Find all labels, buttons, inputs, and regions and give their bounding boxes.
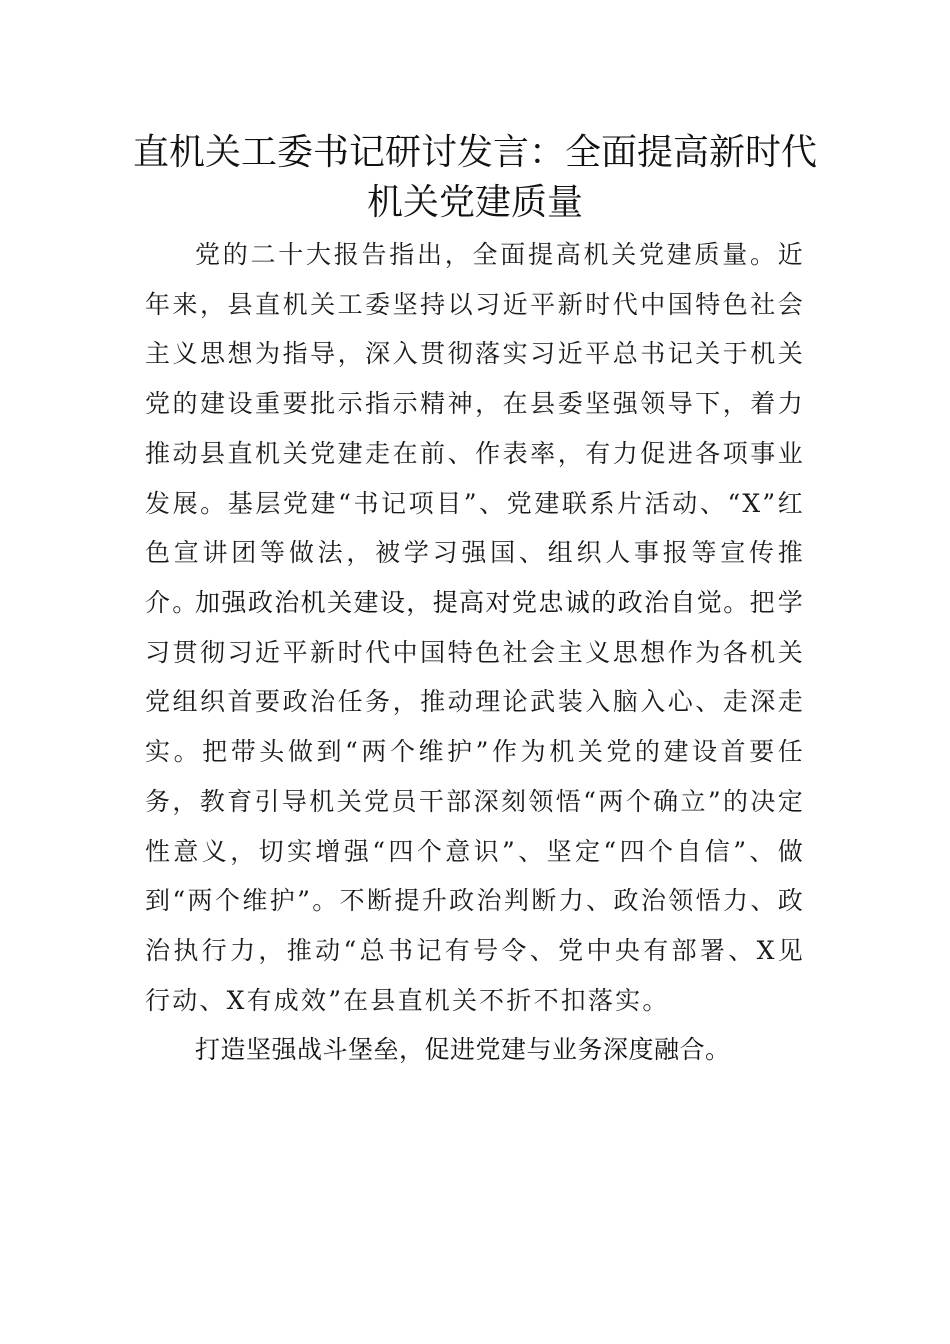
paragraph-political-building-text: 把学习贯彻习近平新时代中国特色社会主义思想作为各机关党组织首要政治任务，推动理论武装入脑入心、走深走实。把带头做到“两个维护”作为机关党的建设首要任务，教育引导机关党员干部深刻领悟“两个确立”的决定性意义，切实增强“四个意识”、坚定“四个自信”、做到“两个维护”。不断提升政治判断力、政治领悟力、政治执行力，推动“总书记有号令、党中央有部署、X见行动、X有成效”在县直机关不折不扣落实。 [145, 588, 805, 1015]
paragraph-lead-heading: 加强政治机关建设，提高对党忠诚的政治自觉。 [195, 588, 750, 617]
paragraph-intro-text: 党的二十大报告指出，全面提高机关党建质量。近年来，县直机关工委坚持以习近平新时代中国特色社会主义思想为指导，深入贯彻落实习近平总书记关于机关党的建设重要批示指示精神，在县委坚强领导下，着力推动县直机关党建走在前、作表率，有力促进各项事业发展。基层党建“书记项目”、党建联系片活动、“X”红色宣讲团等做法，被学习强国、组织人事报等宣传推介。 [145, 240, 805, 617]
paragraph-intro [145, 230, 805, 628]
paragraph-fortress [145, 1025, 805, 1075]
paragraph-lead-heading: 打造坚强战斗堡垒，促进党建与业务深度融合。 [195, 1035, 731, 1064]
paragraph-political-building [145, 578, 805, 1025]
document-title: 直机关工委书记研讨发言：全面提高新时代机关党建质量 [132, 132, 817, 223]
